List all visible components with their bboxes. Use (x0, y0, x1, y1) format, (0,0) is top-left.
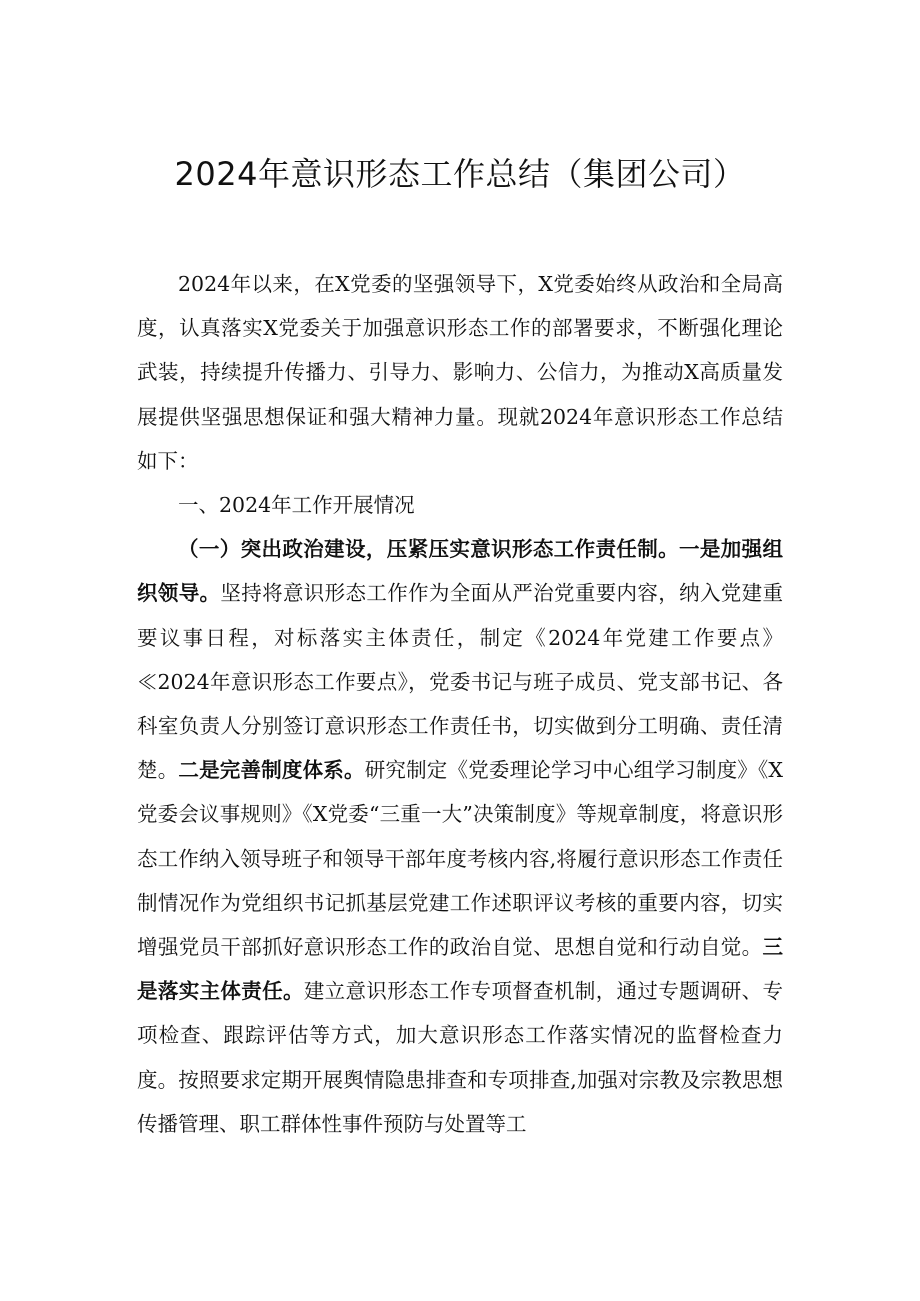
document-title: 2024年意识形态工作总结（集团公司） (174, 155, 746, 193)
document-body (137, 262, 783, 1146)
point1-label: 一是加强组织领导。 (137, 537, 783, 606)
intro-paragraph: 2024年以来，在X党委的坚强领导下，X党委始终从政治和全局高度，认真落实X党委关于加强意识形态工作的部署要求，不断强化理论武装，持续提升传播力、引导力、影响力、公信力，为推动X高质量发展提供坚强思想保证和强大精神力量。现就2024年意识形态工作总结如下： (137, 272, 783, 473)
subsection-heading: （一）突出政治建设，压紧压实意识形态工作责任制。 (178, 537, 679, 562)
subsection-paragraph (137, 527, 783, 1146)
point1-text: 坚持将意识形态工作作为全面从严治党重要内容，纳入党建重要议事日程，对标落实主体责任，制定《2024年党建工作要点》≪2024年意识形态工作要点》，党委书记与班子成员、党支部书记、各科室负责人分别签订意识形态工作责任书，切实做到分工明确、责任清楚。 (137, 581, 784, 783)
point3-label: 三是落实主体责任。 (137, 935, 783, 1004)
section-heading: 一、2024年工作开展情况 (178, 493, 415, 518)
point3-text: 建立意识形态工作专项督查机制，通过专题调研、专项检查、跟踪评估等方式，加大意识形态工作落实情况的监督检查力度。按照要求定期开展舆情隐患排查和专项排查,加强对宗教及宗教思想传播管理、职工群体性事件预防与处置等工 (137, 979, 784, 1136)
point2-text: 研究制定《党委理论学习中心组学习制度》《X党委会议事规则》《X党委“三重一大”决策制度》等规章制度，将意识形态工作纳入领导班子和领导干部年度考核内容,将履行意识形态工作责任制情况作为党组织书记抓基层党建工作述职评议考核的重要内容，切实增强党员干部抓好意识形态工作的政治自觉、思想自觉和行动自觉。 (137, 758, 784, 960)
point2-label: 二是完善制度体系。 (178, 758, 365, 783)
